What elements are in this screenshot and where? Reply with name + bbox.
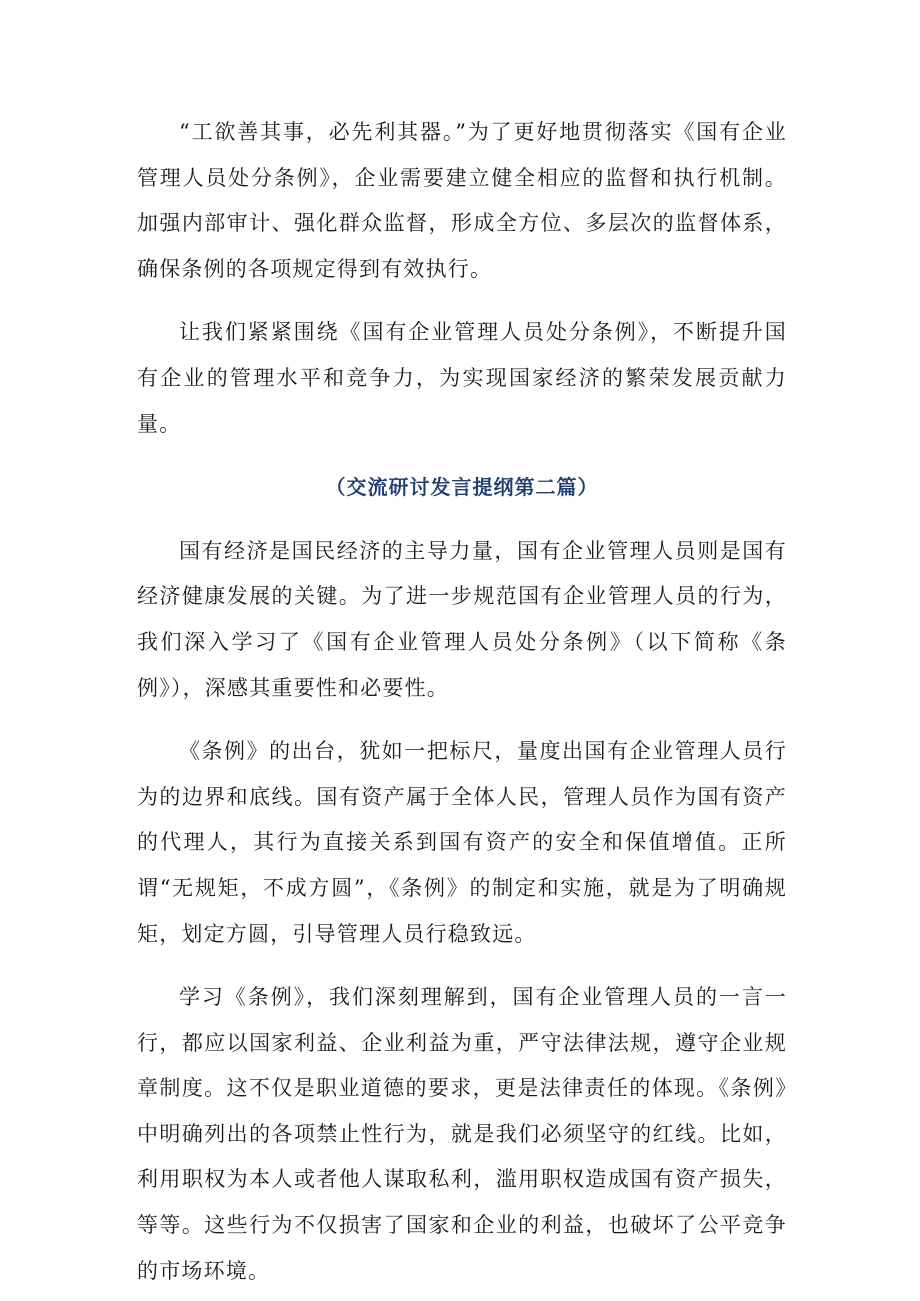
document-body [137,110,787,1294]
paragraph-gap [137,292,787,310]
paragraph-gap [137,957,787,975]
paragraph-regulation-ruler: 《条例》的出台，犹如一把标尺，量度出国有企业管理人员行为的边界和底线。国有资产属于全体人民，管理人员作为国有资产的代理人，其行为直接关系到国有资产的安全和保值增值。正所谓“无规矩，不成方圆”，《条例》的制定和实施，就是为了明确规矩，划定方圆，引导管理人员行稳致远。 [137,739,787,946]
paragraph-gap [137,447,787,465]
section-heading: （交流研讨发言提纲第二篇） [325,475,599,500]
paragraph-gap [137,511,787,529]
paragraph-call-to-action: 让我们紧紧围绕《国有企业管理人员处分条例》，不断提升国有企业的管理水平和竞争力，为实现国家经济的繁荣发展贡献力量。 [137,320,787,436]
paragraph-gap [137,711,787,729]
paragraph-red-lines: 学习《条例》，我们深刻理解到，国有企业管理人员的一言一行，都应以国家利益、企业利益为重，严守法律法规，遵守企业规章制度。这不仅是职业道德的要求，更是法律责任的体现。《条例》中明确列出的各项禁止性行为，就是我们必须坚守的红线。比如，利用职权为本人或者他人谋取私利，滥用职权造成国有资产损失，等等。这些行为不仅损害了国家和企业的利益，也破坏了公平竞争的市场环境。 [137,985,787,1283]
paragraph-supervision-mechanism: “工欲善其事，必先利其器。”为了更好地贯彻落实《国有企业管理人员处分条例》，企业需要建立健全相应的监督和执行机制。加强内部审计、强化群众监督，形成全方位、多层次的监督体系，确保条例的各项规定得到有效执行。 [137,120,787,281]
paragraph-state-economy: 国有经济是国民经济的主导力量，国有企业管理人员则是国有经济健康发展的关键。为了进一步规范国有企业管理人员的行为，我们深入学习了《国有企业管理人员处分条例》（以下简称《条例》），深感其重要性和必要性。 [137,538,787,700]
